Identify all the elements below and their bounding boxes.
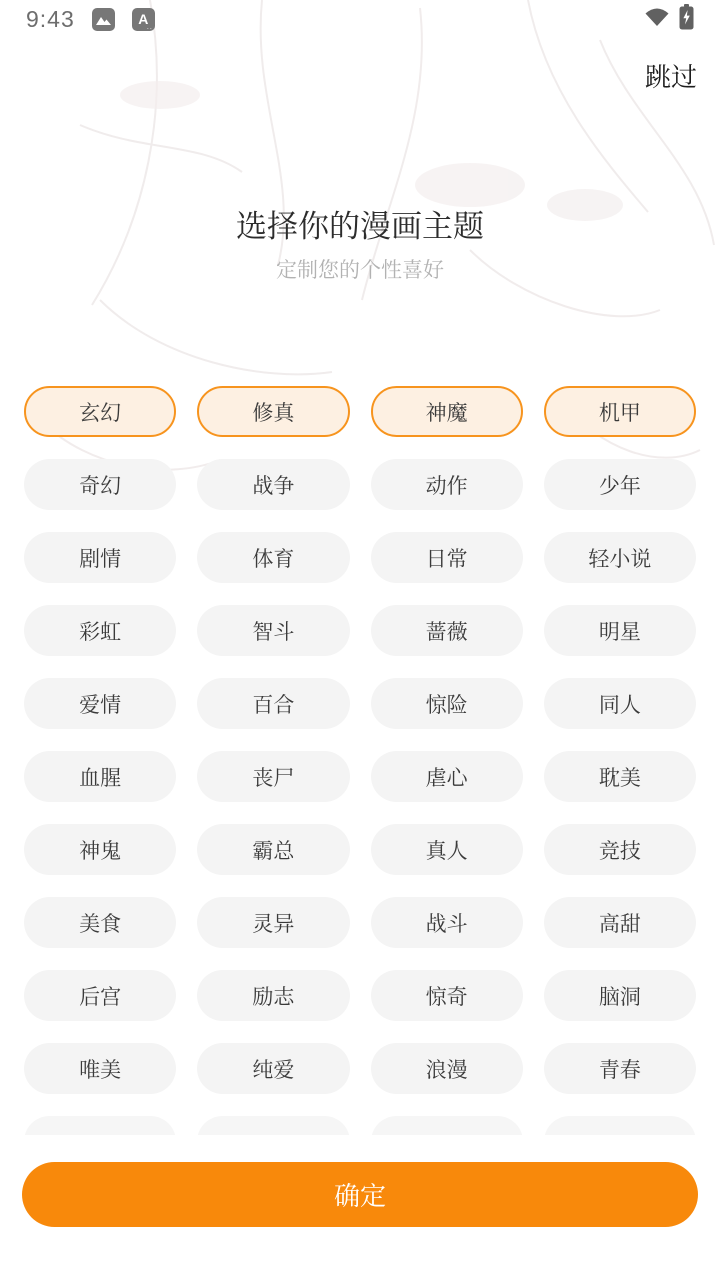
gallery-icon	[92, 8, 115, 31]
theme-chip[interactable]: 剧情	[24, 532, 176, 583]
page-subtitle: 定制您的个性喜好	[276, 259, 444, 282]
status-bar	[0, 0, 720, 38]
theme-chip[interactable]: 机甲	[544, 386, 696, 437]
theme-chip[interactable]: 动作	[371, 459, 523, 510]
theme-chip[interactable]: 神鬼	[24, 824, 176, 875]
theme-chip[interactable]: 虐心	[371, 751, 523, 802]
theme-chip[interactable]: 同人	[544, 678, 696, 729]
theme-chip[interactable]: 霸总	[197, 824, 349, 875]
theme-chip[interactable]: 玄幻	[24, 386, 176, 437]
theme-chip[interactable]: 唯美	[24, 1043, 176, 1094]
theme-chip[interactable]: 丧尸	[197, 751, 349, 802]
theme-chip[interactable]: 浪漫	[371, 1043, 523, 1094]
theme-chip[interactable]: 修真	[197, 386, 349, 437]
theme-chip[interactable]: 彩虹	[24, 605, 176, 656]
theme-chip[interactable]: 耽美	[544, 751, 696, 802]
theme-chip[interactable]: 青春	[544, 1043, 696, 1094]
theme-chip[interactable]: 后宫	[24, 970, 176, 1021]
page-title: 选择你的漫画主题	[236, 209, 484, 244]
theme-chip[interactable]: 明星	[544, 605, 696, 656]
theme-chip[interactable]: 战争	[197, 459, 349, 510]
theme-chip[interactable]: 励志	[197, 970, 349, 1021]
theme-chip[interactable]: 奇幻	[24, 459, 176, 510]
theme-chip[interactable]: 惊险	[371, 678, 523, 729]
confirm-button[interactable]: 确定	[22, 1162, 698, 1227]
theme-chip[interactable]: 灵异	[197, 897, 349, 948]
status-time: 9:43	[26, 5, 75, 32]
bottom-bar	[0, 1135, 720, 1280]
skip-button[interactable]: 跳过	[644, 62, 697, 92]
theme-chip[interactable]: 高甜	[544, 897, 696, 948]
theme-chip[interactable]: 智斗	[197, 605, 349, 656]
theme-chip[interactable]: 脑洞	[544, 970, 696, 1021]
theme-chip[interactable]: 爱情	[24, 678, 176, 729]
theme-chip[interactable]: 神魔	[371, 386, 523, 437]
theme-chip[interactable]: 轻小说	[544, 532, 696, 583]
theme-chip[interactable]: 真人	[371, 824, 523, 875]
theme-chip[interactable]: 百合	[197, 678, 349, 729]
theme-chip[interactable]: 蔷薇	[371, 605, 523, 656]
theme-chip[interactable]: 战斗	[371, 897, 523, 948]
theme-chip[interactable]: 体育	[197, 532, 349, 583]
theme-chip[interactable]: 血腥	[24, 751, 176, 802]
theme-chip[interactable]: 美食	[24, 897, 176, 948]
ime-a-icon: A ..	[132, 8, 155, 31]
battery-charging-icon	[679, 4, 694, 35]
theme-chip[interactable]: 日常	[371, 532, 523, 583]
theme-chip[interactable]: 纯爱	[197, 1043, 349, 1094]
theme-chip[interactable]: 惊奇	[371, 970, 523, 1021]
wifi-icon	[644, 6, 670, 33]
theme-grid	[24, 386, 696, 1167]
theme-chip[interactable]: 少年	[544, 459, 696, 510]
theme-chip[interactable]: 竞技	[544, 824, 696, 875]
